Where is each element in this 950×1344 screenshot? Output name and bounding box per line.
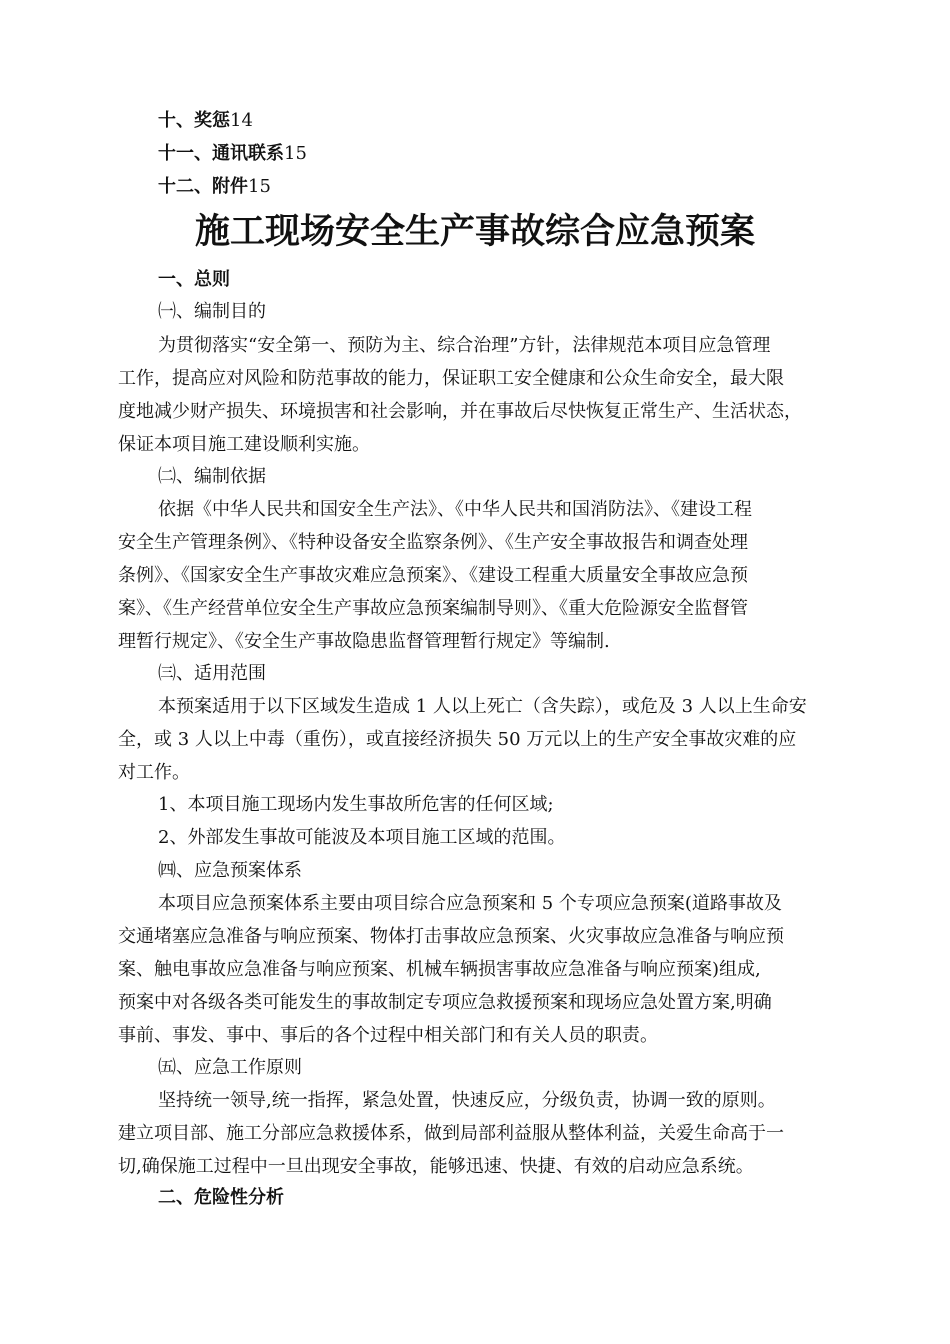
paragraph-line: 为贯彻落实“安全第一、预防为主、综合治理”方针，法律规范本项目应急管理	[158, 335, 771, 356]
section-heading: 一、总则	[158, 269, 230, 290]
paragraph-line: 案、触电事故应急准备与响应预案、机械车辆损害事故应急准备与响应预案)组成,	[118, 959, 761, 980]
toc-entry-page: 14	[230, 110, 253, 131]
paragraph-line: 理暂行规定》、《安全生产事故隐患监督管理暂行规定》等编制.	[118, 631, 610, 652]
paragraph-line: 度地减少财产损失、环境损害和社会影响，并在事故后尽快恢复正常生产、生活状态，	[118, 401, 802, 422]
paragraph-line: 切,确保施工过程中一旦出现安全事故，能够迅速、快捷、有效的启动应急系统。	[118, 1156, 754, 1177]
toc-entry-title: 十二、附件	[158, 176, 248, 197]
paragraph-line: 对工作。	[118, 762, 190, 783]
paragraph-line: 事前、事发、事中、事后的各个过程中相关部门和有关人员的职责。	[118, 1025, 658, 1046]
paragraph-line: 保证本项目施工建设顺利实施。	[118, 434, 370, 455]
paragraph-line: 本预案适用于以下区域发生造成 1 人以上死亡（含失踪），或危及 3 人以上生命安	[158, 696, 807, 717]
toc-entry-title: 十、奖惩	[158, 110, 230, 131]
paragraph-line: 交通堵塞应急准备与响应预案、物体打击事故应急预案、火灾事故应急准备与响应预	[118, 926, 784, 947]
paragraph-line: 条例》、《国家安全生产事故灾难应急预案》、《建设工程重大质量安全事故应急预	[118, 565, 748, 586]
subsection-heading: ㈢、适用范围	[158, 663, 266, 684]
paragraph-line: 全，或 3 人以上中毒（重伤），或直接经济损失 50 万元以上的生产安全事故灾难的应	[118, 729, 797, 750]
paragraph-line: 安全生产管理条例》、《特种设备安全监察条例》、《生产安全事故报告和调查处理	[118, 532, 748, 553]
paragraph-line: 案》、《生产经营单位安全生产事故应急预案编制导则》、《重大危险源安全监督管	[118, 598, 748, 619]
toc-entry-title: 十一、通讯联系	[158, 143, 284, 164]
paragraph-line: 坚持统一领导,统一指挥，紧急处置，快速反应，分级负责，协调一致的原则。	[158, 1090, 776, 1111]
subsection-heading: ㈡、编制依据	[158, 466, 266, 487]
section-heading: 二、危险性分析	[158, 1187, 284, 1208]
paragraph-line: 建立项目部、施工分部应急救援体系，做到局部利益服从整体利益，关爱生命高于一	[118, 1123, 784, 1144]
list-item: 1、本项目施工现场内发生事故所危害的任何区域;	[158, 794, 554, 815]
paragraph-line: 本项目应急预案体系主要由项目综合应急预案和 5 个专项应急预案(道路事故及	[158, 893, 782, 914]
toc-entry[interactable]	[158, 106, 253, 136]
paragraph-line: 依据《中华人民共和国安全生产法》、《中华人民共和国消防法》、《建设工程	[158, 499, 752, 520]
toc-entry-page: 15	[248, 176, 271, 197]
toc-entry[interactable]	[158, 139, 307, 169]
list-item: 2、外部发生事故可能波及本项目施工区域的范围。	[158, 827, 566, 848]
toc-entry[interactable]	[158, 172, 271, 202]
subsection-heading: ㈤、应急工作原则	[158, 1057, 302, 1078]
document-title: 施工现场安全生产事故综合应急预案	[194, 212, 755, 252]
paragraph-line: 预案中对各级各类可能发生的事故制定专项应急救援预案和现场应急处置方案,明确	[118, 992, 772, 1013]
toc-entry-page: 15	[284, 143, 307, 164]
subsection-heading: ㈣、应急预案体系	[158, 860, 302, 881]
paragraph-line: 工作，提高应对风险和防范事故的能力，保证职工安全健康和公众生命安全，最大限	[118, 368, 784, 389]
subsection-heading: ㈠、编制目的	[158, 301, 266, 322]
